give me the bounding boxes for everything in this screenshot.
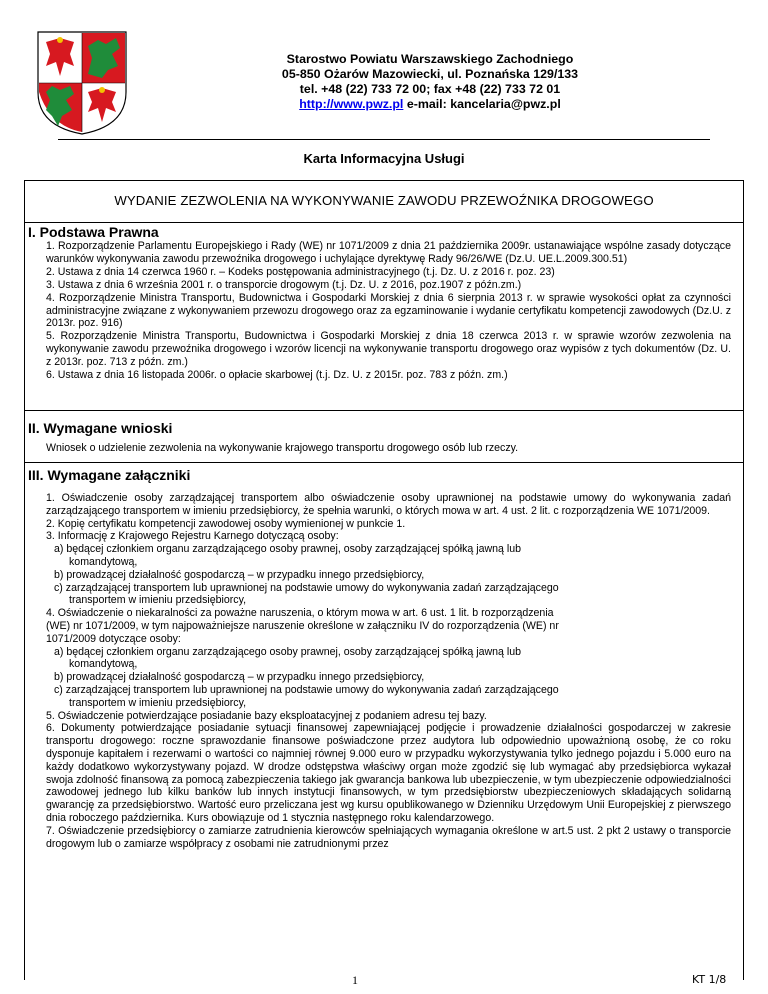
attachment-item: 5. Oświadczenie potwierdzające posiadanie bazy eksploatacyjnej z podaniem adresu tej bazy. bbox=[46, 709, 487, 722]
attachment-subitem: b) prowadzącej działalność gospodarczą – w przypadku innego przedsiębiorcy, bbox=[54, 568, 425, 581]
powiat-coat-of-arms bbox=[36, 30, 128, 136]
legal-basis-item: 3. Ustawa z dnia 6 września 2001 r. o transporcie drogowym (t.j. Dz. U. z 2016, poz.1907 z późn.zm.) bbox=[46, 278, 522, 291]
document-reference: KT 1/8 bbox=[692, 973, 727, 986]
attachment-subitem-cont: transportem w imieniu przedsiębiorcy, bbox=[69, 594, 247, 607]
legal-basis-item: 2. Ustawa z dnia 14 czerwca 1960 r. – Kodeks postępowania administracyjnego (t.j. Dz. U. z 2016 r. poz. 23) bbox=[46, 265, 555, 278]
attachment-subitem-cont: komandytową, bbox=[69, 555, 138, 568]
attachment-subitem: a) będącej członkiem organu zarządzającego osoby prawnej, osoby zarządzającej spółką jawną lub bbox=[54, 645, 521, 658]
office-name: Starostwo Powiatu Warszawskiego Zachodniego bbox=[286, 52, 574, 66]
section-divider bbox=[24, 462, 744, 463]
office-contact bbox=[200, 97, 660, 112]
section1-heading: I. Podstawa Prawna bbox=[28, 224, 159, 240]
attachment-subitem: c) zarządzającej transportem lub uprawnionej na podstawie umowy do wykonywania zadań zarządzającego bbox=[54, 683, 559, 696]
attachment-item-cont: (WE) nr 1071/2009, w tym najpoważniejsze naruszenie określone w załączniku IV do rozporządzenia (WE) nr bbox=[46, 619, 559, 632]
attachment-subitem-cont: komandytową, bbox=[69, 658, 138, 671]
legal-basis-item: 4. Rozporządzenie Ministra Transportu, Budownictwa i Gospodarki Morskiej z dnia 6 sierpnia 2013 r. w sprawie wysokości opłat za czynności administracyjne związane z wykonywaniem przewozu drogowego oraz za egzaminowanie i wydanie certyfikatu kompetencji zawodowych (Dz.U. z 2013r. poz. 916) bbox=[46, 291, 731, 330]
office-phone-fax: tel. +48 (22) 733 72 00; fax +48 (22) 733 72 01 bbox=[299, 82, 561, 96]
attachment-subitem: c) zarządzającej transportem lub uprawnionej na podstawie umowy do wykonywania zadań zarządzającego bbox=[54, 581, 559, 594]
service-title: WYDANIE ZEZWOLENIA NA WYKONYWANIE ZAWODU PRZEWOŹNIKA DROGOWEGO bbox=[114, 193, 654, 208]
legal-basis-item: 5. Rozporządzenie Ministra Transportu, Budownictwa i Gospodarki Morskiej z dnia 18 czerwca 2013 r. w sprawie wzorów zezwolenia na wykonywanie zawodu przewoźnika drogowego i wzorów licencji na wykonywanie transportu drogowego oraz wypisów z tych dokumentów (Dz. U. z 2013r. poz. 713 z późn. zm.) bbox=[46, 330, 731, 369]
section-divider bbox=[24, 222, 744, 223]
attachment-item: 4. Oświadczenie o niekaralności za poważne naruszenia, o którym mowa w art. 6 ust. 1 lit. b rozporządzenia bbox=[46, 607, 554, 620]
attachment-item-cont: 1071/2009 dotyczące osoby: bbox=[46, 632, 181, 645]
section3-heading: III. Wymagane załączniki bbox=[28, 467, 191, 483]
office-email: e-mail: kancelaria@pwz.pl bbox=[403, 97, 561, 111]
page-number: 1 bbox=[352, 973, 358, 987]
attachment-subitem: a) będącej członkiem organu zarządzającego osoby prawnej, osoby zarządzającej spółką jawną lub bbox=[54, 543, 521, 556]
section-divider bbox=[24, 410, 744, 411]
legal-basis-item: 6. Ustawa z dnia 16 listopada 2006r. o opłacie skarbowej (t.j. Dz. U. z 2015r. poz. 783 z późn. zm.) bbox=[46, 369, 508, 382]
attachment-subitem-cont: transportem w imieniu przedsiębiorcy, bbox=[69, 696, 247, 709]
required-application: Wniosek o udzielenie zezwolenia na wykonywanie krajowego transportu drogowego osób lub rzeczy. bbox=[46, 442, 519, 454]
section2-heading: II. Wymagane wnioski bbox=[28, 420, 173, 436]
header-divider bbox=[58, 139, 710, 140]
section1-body bbox=[46, 240, 731, 382]
section3-body bbox=[46, 492, 731, 850]
section2-body bbox=[46, 442, 731, 455]
attachment-subitem: b) prowadzącej działalność gospodarczą – w przypadku innego przedsiębiorcy, bbox=[54, 671, 425, 684]
attachment-item: 2. Kopię certyfikatu kompetencji zawodowej osoby wymienionej w punkcie 1. bbox=[46, 517, 406, 530]
attachment-item: 6. Dokumenty potwierdzające posiadanie sytuacji finansowej zapewniającej podjęcie i prowadzenie działalności gospodarczej w zakresie transportu drogowego: roczne sprawozdanie finansowe poświadczone przez audytora lub odpowiednio upoważnioną osobę, że co roku dysponuje kapitałem i rezerwami o wartości co najmniej równej 9.000 euro w przypadku wykorzystywania tylko jednego pojazdu i 5.000 euro na każdy dodatkowo wykorzystywany pojazd. W drodze odstępstwa właściwy organ może zgodzić się lub wymagać aby przedsiębiorca wykazał swoja zdolność finansową za pomocą zabezpieczenia takiego jak gwarancja bankowa lub ubezpieczenie, w tym ubezpieczenie odpowiedzialności zawodowej jednego lub kilku banków lub innych instytucji finansowych, w tym przedsiębiorstw ubezpieczeniowych składających solidarną gwarancję za przedsiębiorstwo. Wartość euro przeliczana jest wg kursu opublikowanego w Dzienniku Urzędowym Unii Europejskiej z pierwszego dnia roboczego października. Kurs obowiązuje od 1 stycznia następnego roku kalendarzowego. bbox=[46, 722, 731, 824]
attachment-item: 1. Oświadczenie osoby zarządzającej transportem albo oświadczenie osoby uprawnionej na podstawie umowy do wykonywania zadań zarządzającego transportem w imieniu przedsiębiorcy, że spełnia warunki, o których mowa w art. 4 ust. 2 lit. c rozporządzenia WE 1071/2009. bbox=[46, 492, 731, 517]
website-link[interactable]: http://www.pwz.pl bbox=[299, 97, 404, 111]
attachment-item: 3. Informację z Krajowego Rejestru Karnego dotyczącą osoby: bbox=[46, 530, 339, 543]
office-address: 05-850 Ożarów Mazowiecki, ul. Poznańska 129/133 bbox=[281, 67, 579, 81]
attachment-item: 7. Oświadczenie przedsiębiorcy o zamiarze zatrudnienia kierowców spełniających wymagania określone w art.5 ust. 2 pkt 2 ustawy o transporcie drogowym lub o zamiarze współpracy z osobami nie zatrudnionymi przez bbox=[46, 824, 731, 850]
legal-basis-item: 1. Rozporządzenie Parlamentu Europejskiego i Rady (WE) nr 1071/2009 z dnia 21 października 2009r. ustanawiające wspólne zasady dotyczące warunków wykonywania zawodu przewoźnika drogowego i uchylające dyrektywę Rady 96/26/WE (Dz.U. UE.L.2009.300.51) bbox=[46, 240, 731, 265]
card-title: Karta Informacyjna Usługi bbox=[303, 151, 465, 166]
office-header bbox=[200, 52, 660, 112]
